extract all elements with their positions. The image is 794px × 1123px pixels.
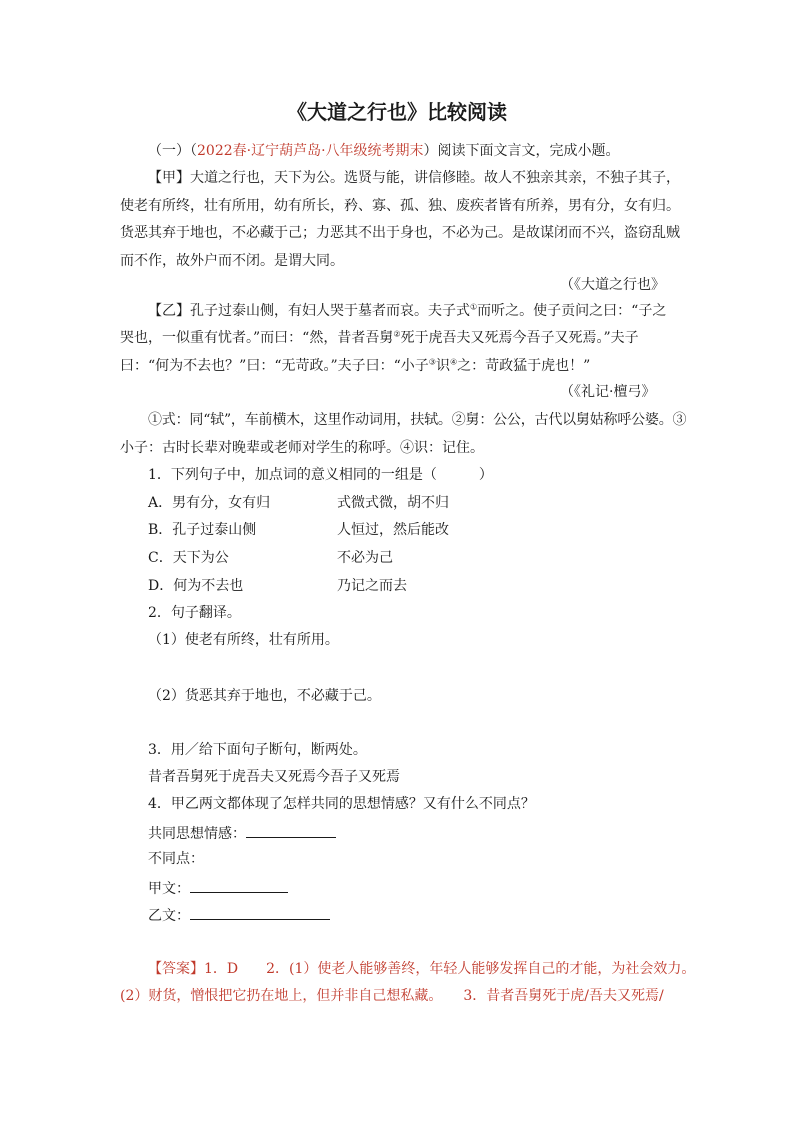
yi-line-1 [148, 301, 666, 321]
source-label: 2022春·辽宁葫芦岛·八年级统考期末 [197, 143, 424, 159]
q2-sentence-1: （1）使老有所终，壮有所用。 [148, 632, 339, 648]
q1-option-b: B．孔子过泰山侧 [148, 522, 257, 538]
note-mark-2: ② [393, 329, 401, 339]
q4-yi-row [148, 904, 330, 926]
q1-option-c: C．天下为公 [148, 550, 229, 566]
note-mark-1: ① [470, 302, 478, 312]
q4-jia-row [148, 877, 288, 899]
common-answer-blank[interactable] [246, 822, 336, 838]
jia-line-2: 使老有所终，壮有所用，幼有所长，矜、寡、孤、独、废疾者皆有所养，男有分，女有归。 [120, 198, 680, 214]
q3-stem: 3．用／给下面句子断句，断两处。 [148, 742, 367, 758]
jia-line-1: 【甲】大道之行也，天下为公。选贤与能，讲信修睦。故人不独亲其亲，不独子其子， [148, 170, 680, 186]
q4-yi-label: 乙文： [148, 908, 190, 924]
q4-common-label: 共同思想情感： [148, 826, 246, 842]
jia-line-4: 而不作，故外户而不闭。是谓大同。 [120, 253, 344, 269]
notes-line-1: ①式：同“轼”，车前横木，这里作动词用，扶轼。②舅：公公，古代以舅姑称呼公婆。③ [148, 412, 687, 428]
note-mark-4: ④ [449, 357, 458, 367]
q3-sentence: 昔者吾舅死于虎吾夫又死焉今吾子又死焉 [148, 769, 400, 785]
yi-l3b: 识 [435, 358, 450, 374]
jia-citation: （《大道之行也》 [560, 277, 665, 293]
q1-option-d: D．何为不去也 [148, 578, 244, 594]
q2-sentence-2: （2）货恶其弃于地也，不必藏于己。 [148, 688, 381, 704]
notes-line-2: 小子：古时长辈对晚辈或老师对学生的称呼。④识：记住。 [120, 440, 484, 456]
q1-stem: 1．下列句子中，加点词的意义相同的一组是（ ） [148, 467, 493, 483]
q4-stem: 4．甲乙两文都体现了怎样共同的思想情感？又有什么不同点？ [148, 796, 535, 812]
note-mark-3: ③ [428, 357, 436, 367]
yi-citation: （《礼记·檀弓》 [560, 384, 656, 400]
jia-line-3: 货恶其弃于地也，不必藏于己；力恶其不出于身也，不必为己。是故谋闭而不兴，盗窃乱贼 [120, 225, 680, 241]
yi-line-3 [120, 356, 590, 376]
q1-option-d-pair: 乃记之而去 [337, 578, 407, 594]
yi-l3c: 之：苛政猛于虎也！” [457, 358, 591, 374]
intro-line [148, 141, 620, 161]
q2-stem: 2．句子翻译。 [148, 605, 241, 621]
answer-line-2: (2）财货，憎恨把它扔在地上，但并非自己想私藏。 3．昔者吾舅死于虎/吾夫又死焉/ [120, 988, 664, 1004]
q4-diff-label: 不同点： [148, 851, 204, 867]
q4-jia-label: 甲文： [148, 881, 190, 897]
yi-l2b: 死于虎吾夫又死焉今吾子又死焉。”夫子 [400, 330, 639, 346]
q4-common-row [148, 822, 336, 844]
intro-suffix: ）阅读下面文言文，完成小题。 [423, 143, 620, 159]
q1-option-b-pair: 人恒过，然后能改 [337, 522, 449, 538]
page-title: 《大道之行也》比较阅读 [287, 100, 507, 124]
answer-line-1: 【答案】1．D 2．(1）使老人能够善终，年轻人能够发挥自己的才能，为社会效力。 [148, 961, 696, 977]
q1-option-a-pair: 式微式微，胡不归 [337, 495, 449, 511]
intro-prefix: （一）（ [148, 143, 197, 159]
yi-l1b: 而听之。使子贡问之曰：“子之 [477, 303, 667, 319]
q1-option-c-pair: 不必为己 [337, 550, 393, 566]
yi-l1a: 【乙】孔子过泰山侧，有妇人哭于墓者而哀。夫子式 [148, 303, 470, 319]
q1-option-a: A．男有分，女有归 [148, 495, 271, 511]
yi-line-2 [120, 328, 639, 348]
jia-answer-blank[interactable] [190, 877, 288, 893]
yi-answer-blank[interactable] [190, 904, 330, 920]
yi-l3a: 曰：“何为不去也？”曰：“无苛政。”夫子曰：“小子 [120, 358, 429, 374]
yi-l2a: 哭也，一似重有忧者。”而曰：“然，昔者吾舅 [120, 330, 394, 346]
